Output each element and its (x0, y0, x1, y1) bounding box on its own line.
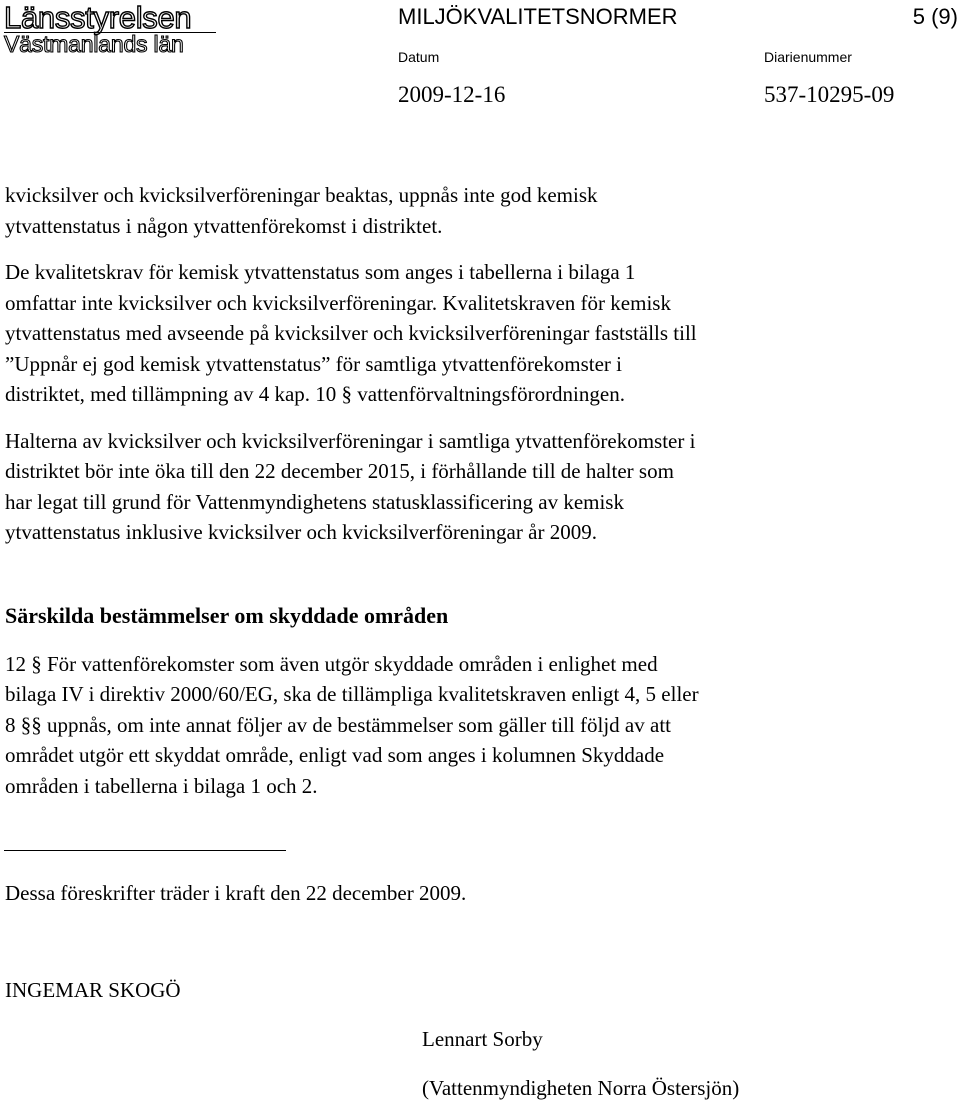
date-value: 2009-12-16 (398, 82, 506, 107)
text-line: omfattar inte kvicksilver och kvicksilverföreningar. Kvalitetskraven för kemisk (5, 290, 671, 315)
text-line: ”Uppnår ej god kemisk ytvattenstatus” för samtliga ytvattenförekomster i (5, 351, 622, 376)
signatory-secondary-organisation: (Vattenmyndigheten Norra Östersjön) (422, 1076, 740, 1100)
text-line: bilaga IV i direktiv 2000/60/EG, ska de tillämpliga kvalitetskraven enligt 4, 5 eller (5, 682, 699, 706)
paragraph-quality-requirements (5, 257, 957, 410)
signatory-primary: INGEMAR SKOGÖ (5, 978, 181, 1002)
text-line: distriktet, med tillämpning av 4 kap. 10 § vattenförvaltningsförordningen. (5, 382, 625, 406)
page-number: 5 (9) (912, 4, 958, 29)
text-line: 12 § För vattenförekomster som även utgör skyddade områden i enlighet med (5, 651, 658, 676)
signatory-secondary: Lennart Sorby (422, 1027, 543, 1051)
text-line: ytvattenstatus i någon ytvattenförekomst i distriktet. (5, 213, 443, 238)
effective-date-text: Dessa föreskrifter träder i kraft den 22 december 2009. (5, 881, 467, 905)
logo-line-county: Västmanlands län (4, 31, 184, 57)
paragraph-concentrations (5, 426, 957, 548)
text-line: området utgör ett skyddat område, enligt vad som anges i kolumnen Skyddade (5, 743, 665, 767)
diary-number-value: 537-10295-09 (764, 82, 895, 107)
text-line: Halterna av kvicksilver och kvicksilverföreningar i samtliga ytvattenförekomster i (5, 428, 696, 453)
text-line: De kvalitetskrav för kemisk ytvattenstatus som anges i tabellerna i bilaga 1 (5, 260, 636, 284)
logo-line-agency: Länsstyrelsen (4, 0, 192, 35)
diary-number-label: Diarienummer (764, 49, 852, 65)
agency-logo (4, 2, 218, 58)
text-line: områden i tabellerna i bilaga 1 och 2. (5, 773, 318, 798)
paragraph-mercury-status (5, 180, 957, 241)
signature-divider (4, 850, 286, 851)
text-line: har legat till grund för Vattenmyndighetens statusklassificering av kemisk (5, 489, 624, 514)
text-line: ytvattenstatus med avseende på kvicksilver och kvicksilverföreningar fastställs till (5, 321, 697, 345)
text-line: kvicksilver och kvicksilverföreningar beaktas, uppnås inte god kemisk (5, 183, 598, 207)
text-line: distriktet bör inte öka till den 22 december 2015, i förhållande till de halter som (5, 459, 674, 483)
text-line: 8 §§ uppnås, om inte annat följer av de bestämmelser som gäller till följd av att (5, 712, 671, 737)
paragraph-protected-areas (5, 649, 957, 802)
section-heading: Särskilda bestämmelser om skyddade områden (5, 602, 449, 628)
date-label: Datum (398, 49, 440, 65)
document-type: MILJÖKVALITETSNORMER (398, 4, 678, 29)
text-line: ytvattenstatus inklusive kvicksilver och kvicksilverföreningar år 2009. (5, 520, 597, 544)
document-body (5, 180, 957, 801)
